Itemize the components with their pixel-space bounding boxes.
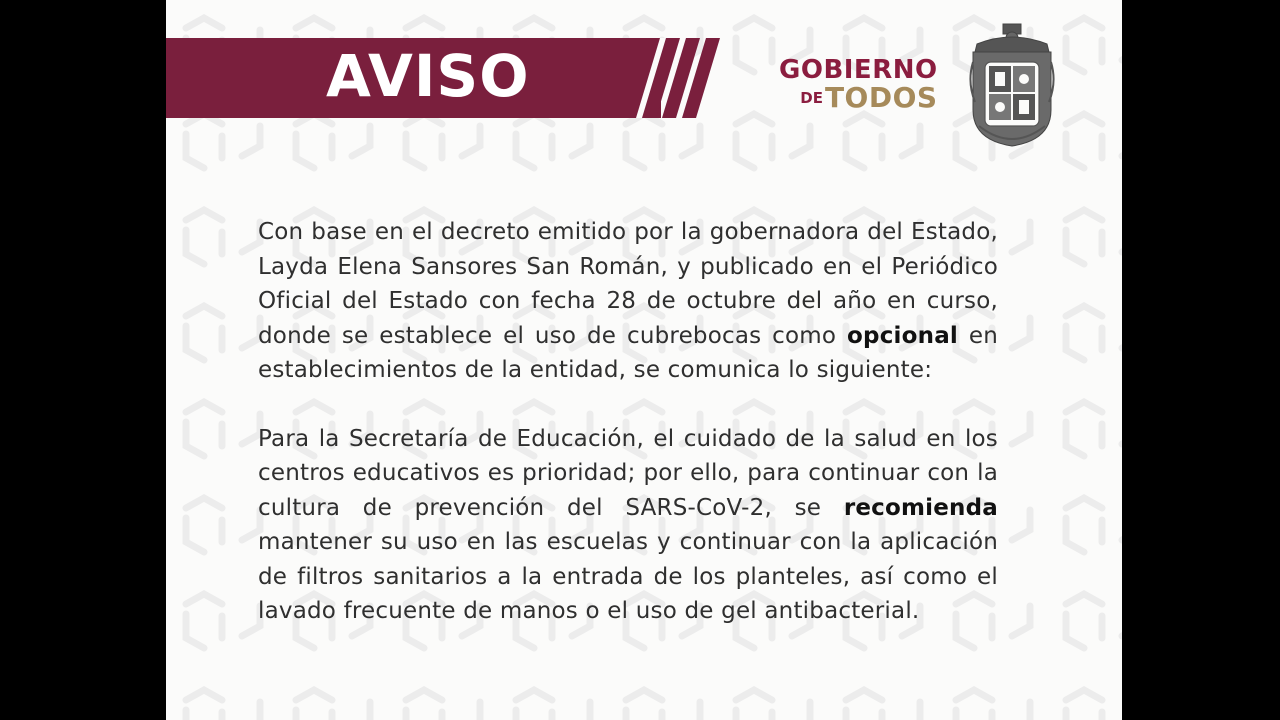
government-logo [779,56,938,112]
logo-de: DE [800,89,823,107]
logo-line-gobierno: GOBIERNO [779,55,938,85]
notice-body [258,215,998,629]
paragraph-education-text: Para la Secretaría de Educación, el cuidado de la salud en los centros educativos es prioridad; por ello, para continuar con la cultura de prevención del SARS-CoV-2, se [258,425,998,521]
logo-todos: TODOS [824,81,938,114]
emphasis-recomienda: recomienda [843,494,998,521]
coat-of-arms-icon [969,22,1055,152]
logo-line-de-todos [779,81,938,114]
notice-title: AVISO [326,42,530,110]
notice-card [166,0,1122,720]
paragraph-decree-text-end: en establecimientos de la entidad, se comunica lo siguiente: [258,322,998,383]
emphasis-opcional: opcional [847,322,958,349]
banner-stripes [636,38,736,118]
paragraph-education-text-end: mantener su uso en las escuelas y continuar con la aplicación de filtros sanitarios a la entrada de los planteles, así como el lavado frecuente de manos o el uso de gel antibacterial. [258,529,998,624]
paragraph-decree [258,215,998,388]
paragraph-decree-text: Con base en el decreto emitido por la gobernadora del Estado, Layda Elena Sansores San Román, y publicado en el Periódico Oficial del Estado con fecha 28 de octubre del año en curso, donde se establece el uso de cubrebocas como [258,219,998,349]
paragraph-education [258,422,998,629]
